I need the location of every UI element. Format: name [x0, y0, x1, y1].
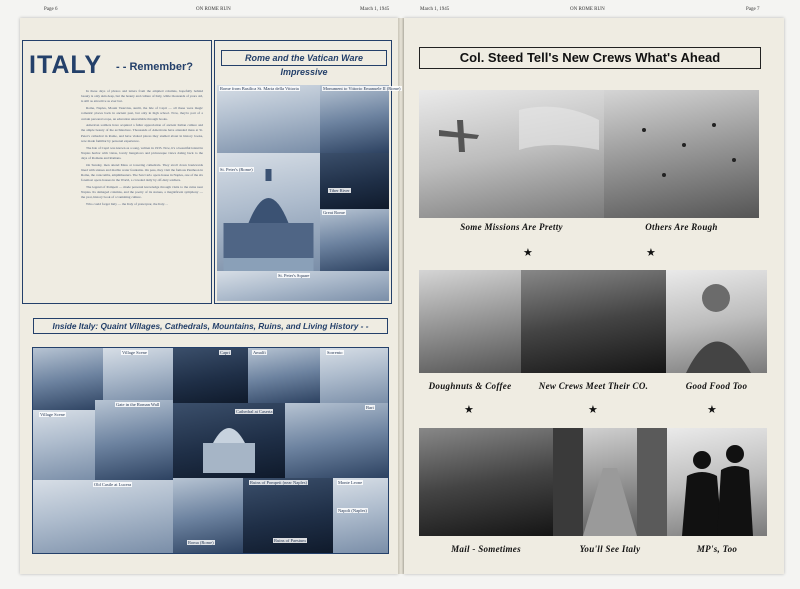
photo-label: Old Castle at Lucera [94, 482, 132, 487]
photo-label: Gate in the Roman Wall [116, 402, 160, 407]
photo-label: Ruins of Paestum [274, 538, 306, 543]
aircraft-silhouette [419, 90, 604, 218]
separator-star: ★ [523, 247, 533, 259]
rome-panel-title: Rome and the Vatican Ware Impressive [221, 50, 387, 66]
others-rough-photo [604, 90, 759, 218]
italy-paragraph: Who could forget Italy — the Italy of yesteryear, the Italy… [86, 202, 168, 207]
italy-paragraph: In these days of photos and letters from the emptied columns, hopefully behind beauty is only skin deep, but the beauty and culture of Italy, while thousands of years old, is still as attractive as ever but. [81, 89, 203, 104]
separator-star: ★ [588, 404, 598, 416]
photo-label: Great Rome [323, 210, 345, 215]
photo-label: Sorrento [327, 350, 343, 355]
photo-label: Bari [366, 405, 374, 410]
caption-mps: MP's, Too [696, 544, 738, 554]
capri-photo [173, 348, 248, 403]
photo-label: Napoli (Naples) [338, 508, 367, 513]
cook-silhouette [666, 270, 767, 373]
tiber-photo [320, 153, 389, 209]
photo-label: Cathedral at Caserta [236, 409, 273, 414]
cathedral-photo [173, 403, 285, 478]
italy-title: ITALY [29, 51, 103, 79]
left-folio-date: March 1, 1945 [360, 7, 390, 12]
photo-label: Tiber River [329, 188, 350, 193]
italy-subtitle: - - Remember? [116, 61, 194, 73]
rome-vatican-panel [214, 40, 401, 304]
inside-italy-title: Inside Italy: Quaint Villages, Cathedrals, Mountains, Ruins, and Living History - - [33, 318, 388, 334]
caption-good-food: Good Food Too [685, 381, 748, 391]
bari-photo [285, 403, 388, 478]
italy-paragraph: On Sunday, men attend Mass at towering cathedrals. They stroll down boulevards lined with statues and marble water fountains. On pass, they visit the famous Pantheon in Rome, the catacombs, amphitheaters. The San Carlo opera house in Naples, one of the six foremost opera houses in the World, a crowded daily by off-duty soldiers. [81, 162, 203, 183]
missions-pretty-photo [419, 90, 604, 218]
caption-others-rough: Others Are Rough [645, 222, 718, 232]
castle-photo [33, 480, 173, 553]
vittoriano-photo [320, 85, 401, 153]
street-silhouette [553, 428, 667, 536]
separator-star: ★ [707, 404, 717, 416]
right-folio-date: March 1, 1945 [420, 7, 450, 12]
italy-paragraph: The legend of Pompeii — made personal knowledge through visits to the ruins near Naples. Its damaged columns, and the poetry of its statues, a magnificent symphony — the year, history book of a vanishing culture. [81, 184, 203, 200]
photo-label: Village Scene [40, 412, 65, 417]
village-photo [33, 410, 95, 480]
photo-label: Capri [220, 350, 230, 355]
village-photo [33, 348, 103, 410]
cathedral-silhouette [173, 403, 285, 478]
see-italy-photo [553, 428, 667, 536]
italy-paragraph: American soldiers have acquired a fuller appreciation of ancient Italian culture and the ample beauty of the architecture. Thousands of Americans have attended mass at St. Peter's cathedral in Rome, and have visited places they studied about in history books, now made familiar by personal experience. [81, 123, 203, 143]
photo-label: Village Scene [122, 350, 147, 355]
photo-label: Roma (Rome) [188, 540, 214, 545]
photo-label: Monte Leone [338, 480, 363, 485]
inside-italy-collage [32, 347, 389, 554]
great-rome-photo [320, 209, 389, 271]
right-folio-page: Page 7 [746, 7, 760, 12]
mail-photo [419, 428, 553, 536]
photo-label: St. Peter's (Rome) [220, 167, 253, 172]
caption-missions-pretty: Some Missions Are Pretty [460, 222, 563, 232]
italy-body [81, 89, 203, 209]
monte-leone-photo [333, 478, 388, 553]
village-photo [103, 348, 173, 400]
separator-star: ★ [464, 404, 474, 416]
caption-doughnuts: Doughnuts & Coffee [428, 381, 512, 391]
sorrento-photo [320, 348, 388, 403]
new-crews-photo [521, 270, 666, 373]
roma-photo [173, 478, 243, 553]
left-folio-masthead: ON ROME RUN [196, 7, 231, 12]
good-food-photo [666, 270, 767, 373]
photo-label: Monument to Vittorio Emanuele II (Rome) [323, 86, 401, 91]
steed-headline: Col. Steed Tell's New Crews What's Ahead [419, 47, 761, 69]
caption-new-crews: New Crews Meet Their CO. [538, 381, 649, 391]
flak-silhouette [604, 90, 759, 218]
italy-paragraph: The Isle of Capri was known as a song, written in 1933. Now, it's a beautiful island in Naples harbor with vistas, lovely bungalows and picturesque views dating back to the days of Romans and Romans. [81, 145, 203, 160]
amalfi-photo [248, 348, 320, 403]
right-folio-masthead: ON ROME RUN [570, 7, 605, 12]
photo-label: Amalfi [253, 350, 266, 355]
gate-photo [95, 400, 173, 480]
photo-label: Rome from Basilica St. Maria della Vittoria [220, 86, 299, 91]
photo-label: Ruins of Pompeii (near Naples) [250, 480, 307, 485]
left-folio-page: Page 6 [44, 7, 58, 12]
italy-paragraph: Rome, Naples, Mount Vesuvius, sunlit, the Isle of Capri — all these were magic romantic places back in ancient past, but only in high school. Now, they're part of a certain personal scope, an education unavailable through books. [81, 106, 203, 121]
doughnuts-photo [419, 270, 521, 373]
separator-star: ★ [646, 247, 656, 259]
photo-label: St. Peter's Square [278, 273, 310, 278]
square-photo [217, 271, 389, 301]
rome-panorama-photo [217, 85, 320, 153]
mp-silhouette [667, 428, 767, 536]
st-peters-photo [217, 153, 320, 271]
caption-mail: Mail - Sometimes [451, 544, 521, 554]
mps-photo [667, 428, 767, 536]
italy-article [22, 40, 212, 304]
caption-see-italy: You'll See Italy [579, 544, 641, 554]
pompeii-photo [243, 478, 333, 553]
